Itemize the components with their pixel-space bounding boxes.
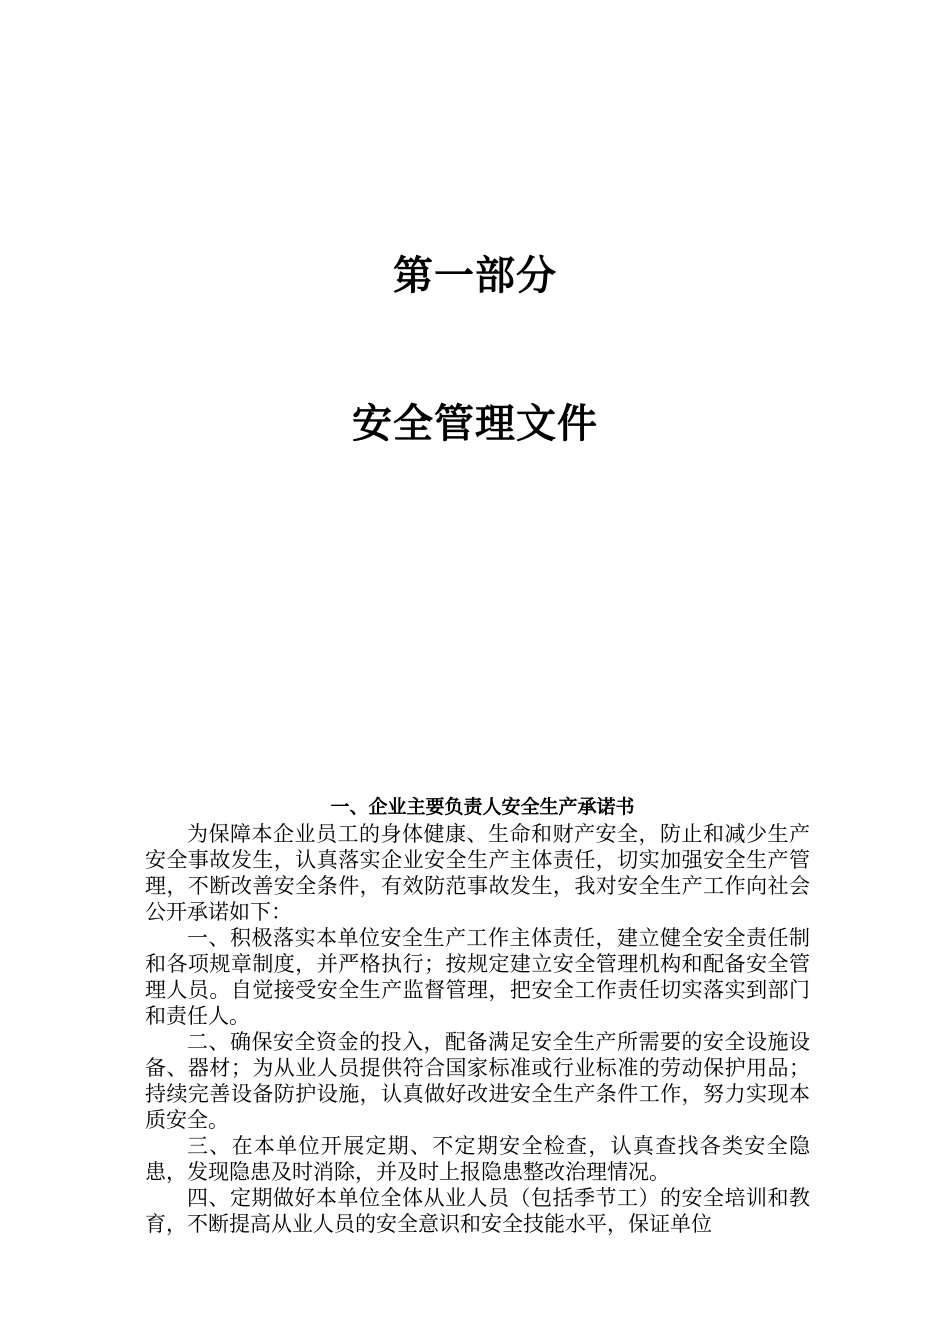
paragraph-item-1: 一、积极落实本单位安全生产工作主体责任，建立健全安全责任制和各项规章制度，并严格执行；按规定建立安全管理机构和配备安全管理人员。自觉接受安全生产监督管理，把安全工作责任切实落实到部门和责任人。 [145, 926, 810, 1028]
paragraph-intro: 为保障本企业员工的身体健康、生命和财产安全，防止和减少生产安全事故发生，认真落实企业安全生产主体责任，切实加强安全生产管理，不断改善安全条件，有效防范事故发生，我对安全生产工作向社会公开承诺如下： [145, 822, 810, 924]
paragraph-item-3: 三、在本单位开展定期、不定期安全检查，认真查找各类安全隐患，发现隐患及时消除，并及时上报隐患整改治理情况。 [145, 1134, 810, 1184]
section-heading: 一、企业主要负责人安全生产承诺书 [330, 796, 635, 818]
part-name-title: 安全管理文件 [352, 400, 598, 447]
part-number-title: 第一部分 [393, 252, 557, 299]
commitment-section [145, 794, 810, 1237]
paragraph-item-2: 二、确保安全资金的投入，配备满足安全生产所需要的安全设施设备、器材；为从业人员提供符合国家标准或行业标准的劳动保护用品；持续完善设备防护设施，认真做好改进安全生产条件工作，努力实现本质安全。 [145, 1030, 810, 1132]
paragraph-item-4: 四、定期做好本单位全体从业人员（包括季节工）的安全培训和教育，不断提高从业人员的安全意识和安全技能水平，保证单位 [145, 1186, 810, 1236]
